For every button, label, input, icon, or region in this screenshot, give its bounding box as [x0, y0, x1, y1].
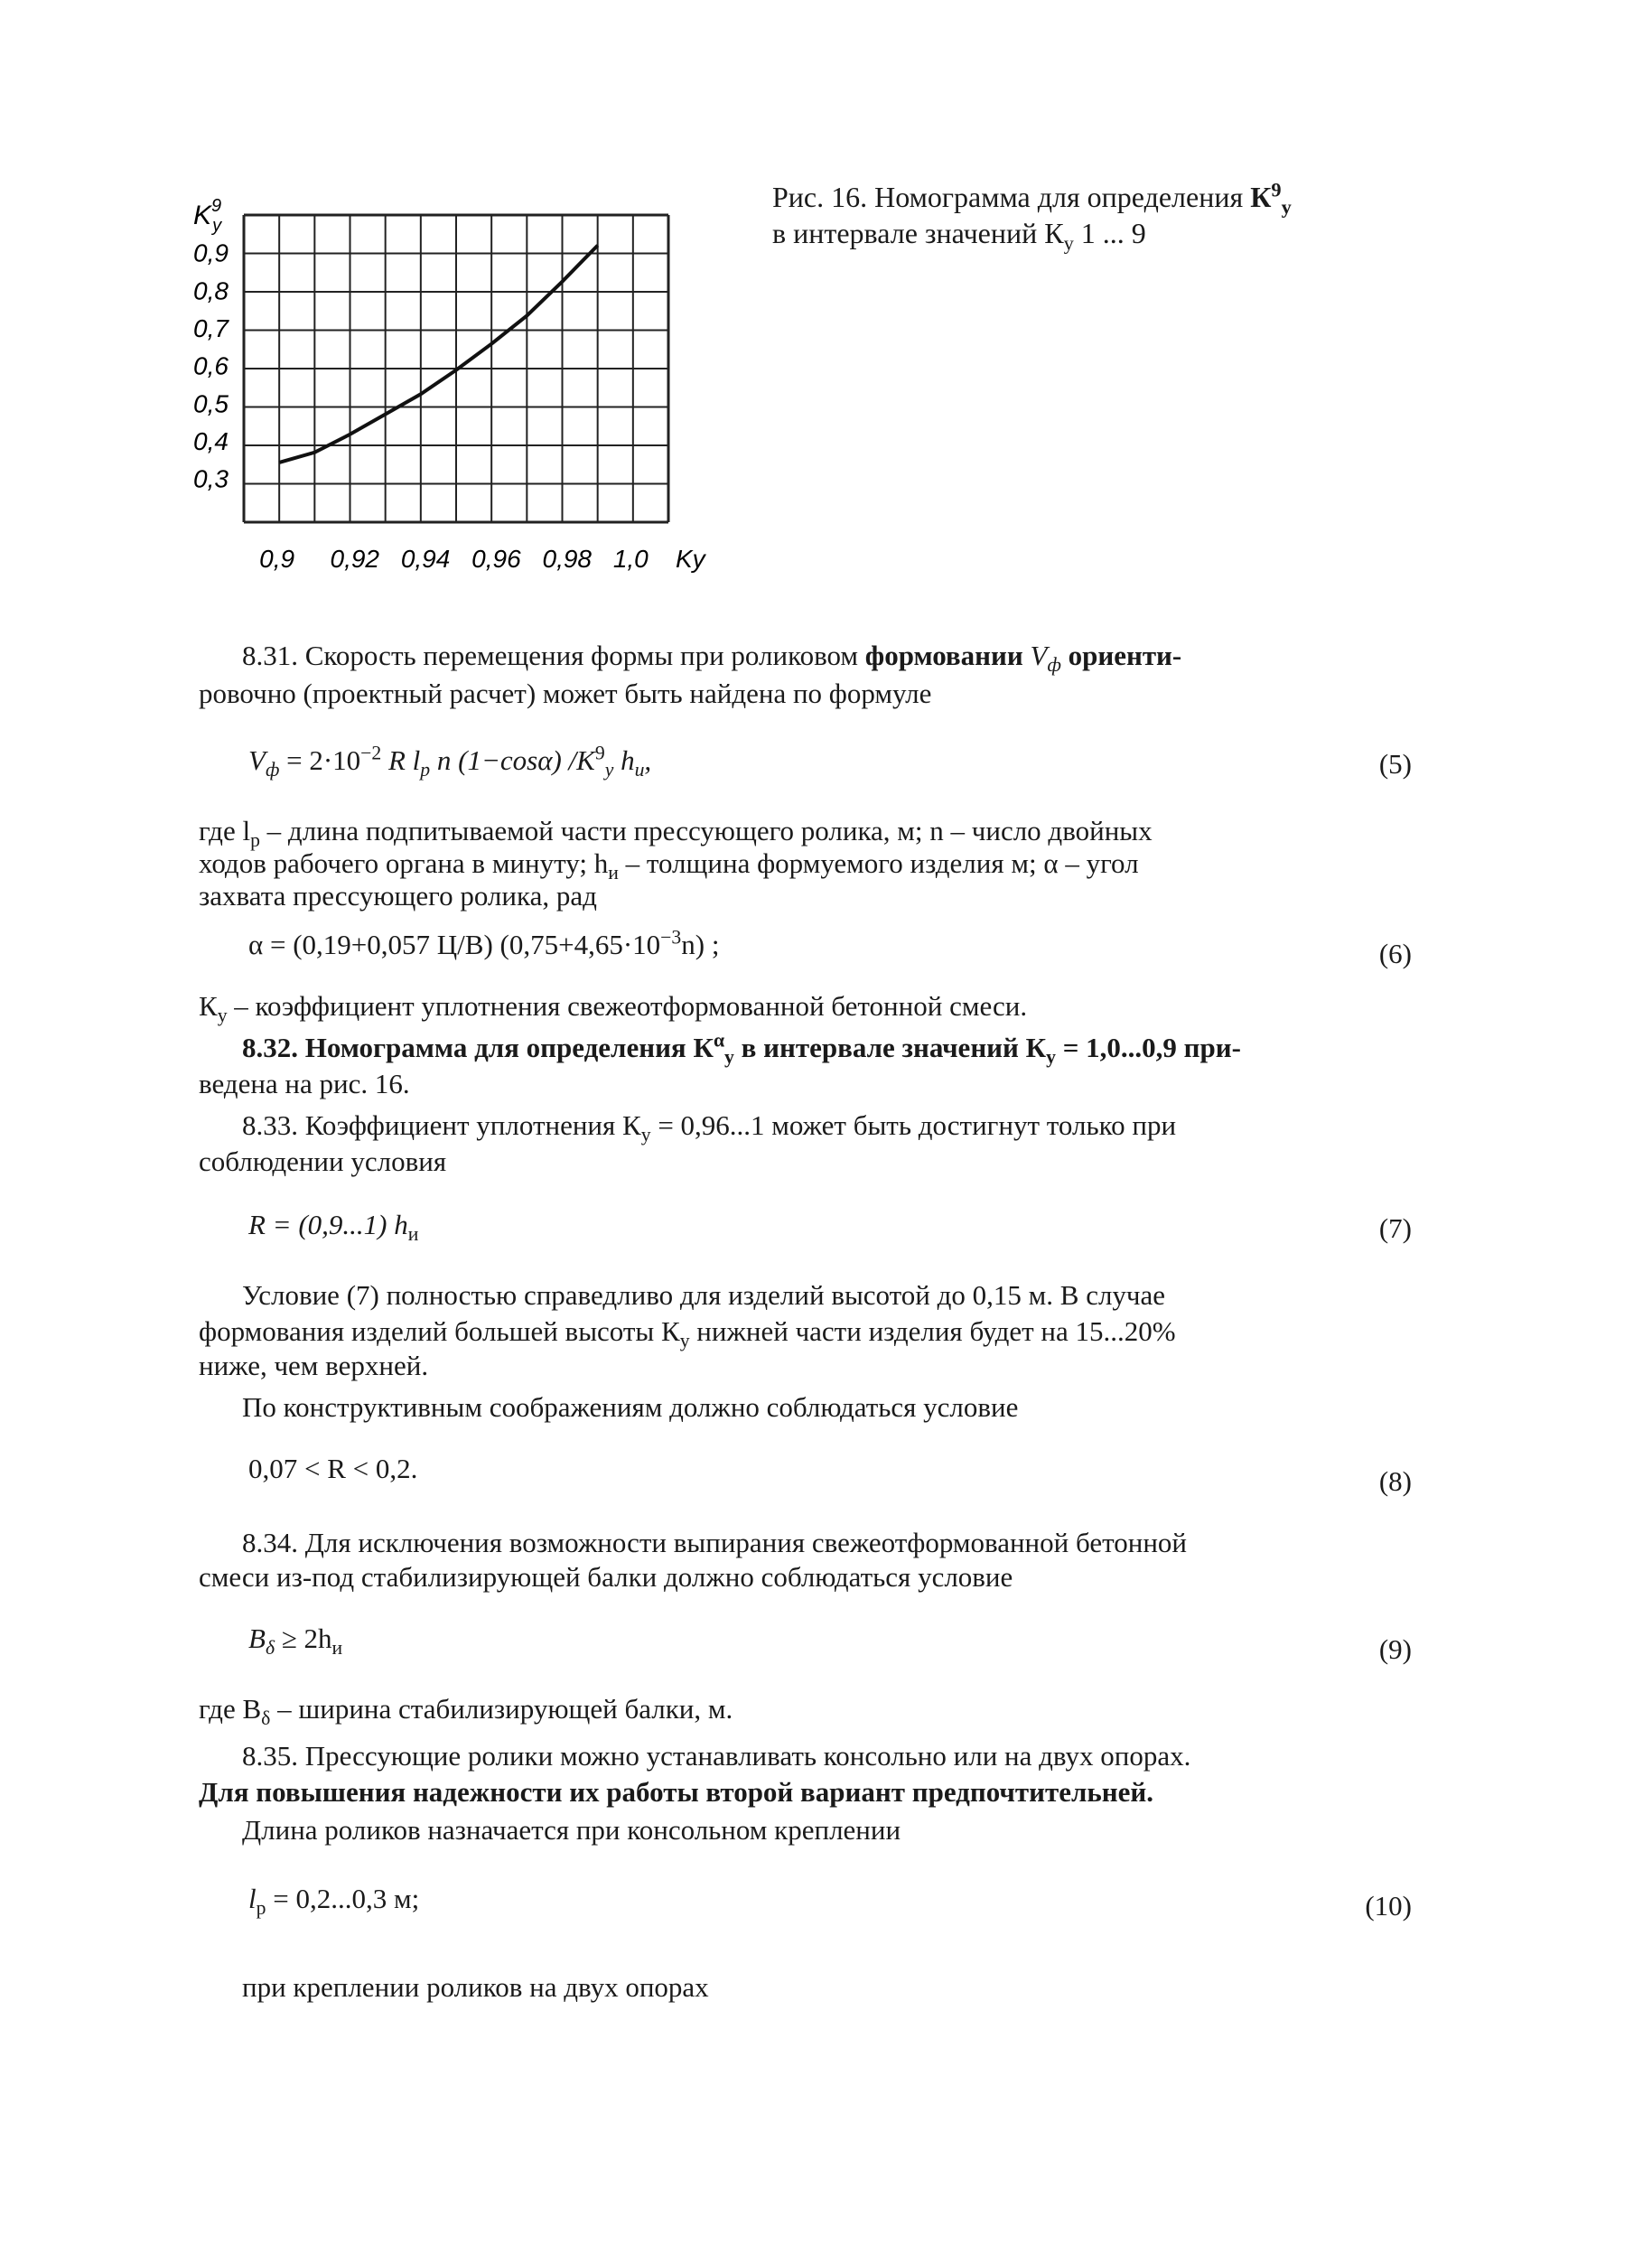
para-835-line2: Для повышения надежности их работы второй вариант предпочтительней.: [199, 1776, 1153, 1808]
para-833-line1: 8.33. Коэффициент уплотнения $К_у = 0,96...1$ может быть достигнут только при: [242, 1109, 1177, 1146]
y-tick-label: 0,9: [193, 238, 229, 267]
x-tick-label: 0,92: [330, 545, 379, 573]
y-tick-label: 0,7: [193, 313, 229, 342]
para-831-line2: ровочно (проектный расчет) может быть найдена по формуле: [199, 678, 932, 709]
where-line1: где $l_р$ – длина подпитываемой части прессующего ролика, м; n – число двойных: [199, 815, 1153, 852]
constructive-condition: По конструктивным соображениям должно соблюдаться условие: [242, 1391, 1019, 1423]
caption-sub: у: [1281, 195, 1292, 219]
y-tick-label: 0,5: [193, 389, 229, 418]
para-835-line1: 8.35. Прессующие ролики можно устанавливать консольно или на двух опорах.: [242, 1740, 1191, 1772]
nomogram-chart: [181, 181, 723, 596]
vf-symbol: $V_ф$: [1030, 640, 1061, 677]
length-line: Длина роликов назначается при консольном креплении: [242, 1814, 901, 1846]
x-tick-label: 0,9: [259, 545, 295, 573]
caption-line2: в интервале значений К: [772, 217, 1064, 249]
where-line3: захвата прессующего ролика, рад: [199, 880, 597, 912]
equation-number-7: (7): [1378, 1212, 1412, 1244]
caption-line1: Рис. 16. Номограмма для определения: [772, 181, 1244, 213]
caption-line2-sub: у: [1063, 231, 1074, 255]
x-axis-label: Ky: [676, 545, 705, 573]
equation-number-5: (5): [1378, 748, 1412, 780]
equation-number-6: (6): [1378, 938, 1412, 969]
where-9: где $B_\delta$ – ширина стабилизирующей балки, м.: [199, 1693, 733, 1730]
equation-number-9: (9): [1378, 1633, 1412, 1665]
where-line2: ходов рабочего органа в минуту; $h_и$ – толщина формуемого изделия м; α – угол: [199, 847, 1139, 884]
formula-7: R = (0,9...1) $h_и$: [248, 1209, 419, 1246]
para-832-line2: ведена на рис. 16.: [199, 1068, 410, 1099]
ky-definition: $К_у$ – коэффициент уплотнения свежеотформованной бетонной смеси.: [199, 990, 1028, 1027]
x-tick-label: 0,94: [400, 545, 451, 573]
x-tick-label: 0,98: [542, 545, 592, 573]
last-line: при креплении роликов на двух опорах: [242, 1971, 709, 2003]
para-834-line1: 8.34. Для исключения возможности выпирания свежеотформованной бетонной: [242, 1527, 1188, 1558]
caption-sup: 9: [1271, 178, 1282, 201]
figure-caption: [772, 178, 1292, 255]
formula-5: $V_ф = 2\cdot 10^{-2}$ R $l_р$ n (1−cosα) $/K^9_у$ $h_и$,: [248, 742, 652, 781]
formula-9: $B_\delta \ge 2h_и$: [248, 1622, 343, 1660]
y-tick-label: 0,8: [193, 276, 229, 305]
formula-8: 0,07 < R < 0,2.: [248, 1453, 418, 1484]
nomogram-curve: [279, 246, 598, 463]
para-832-line1: 8.32. Номограмма для определения $К^\alpha_у$ в интервале значений $К_у = 1,0...0,9$ при-: [242, 1029, 1241, 1069]
x-tick-label: 1,0: [612, 545, 649, 573]
x-tick-label: 0,96: [471, 545, 521, 573]
y-tick-label: 0,4: [193, 426, 229, 455]
para-831-line1: 8.31. Скорость перемещения формы при роликовом формовании $V_ф$ ориенти-: [242, 640, 1182, 677]
para-834-line2: смеси из-под стабилизирующей балки должно соблюдаться условие: [199, 1561, 1013, 1593]
condition-line3: ниже, чем верхней.: [199, 1350, 429, 1381]
y-tick-label: 0,3: [193, 464, 229, 493]
para-833-line2: соблюдении условия: [199, 1146, 447, 1177]
y-tick-label: 0,6: [193, 351, 229, 380]
condition-line1: Условие (7) полностью справедливо для изделий высотой до 0,15 м. В случае: [242, 1279, 1166, 1311]
y-axis-label: $K^9$ y: [193, 196, 222, 236]
caption-line2-tail: 1 ... 9: [1080, 217, 1146, 249]
formula-10: $l_р = 0,2...0,3$ м;: [248, 1883, 420, 1920]
caption-symbol: К: [1250, 181, 1272, 213]
formula-6: α = (0,19+0,057 Ц/В) $(0,75+4,65\cdot 10^{-3}n)$ ;: [248, 926, 720, 960]
equation-number-8: (8): [1378, 1465, 1412, 1497]
condition-line2: формования изделий большей высоты $К_у$ нижней части изделия будет на 15...20%: [199, 1315, 1176, 1352]
equation-number-10: (10): [1365, 1890, 1412, 1922]
